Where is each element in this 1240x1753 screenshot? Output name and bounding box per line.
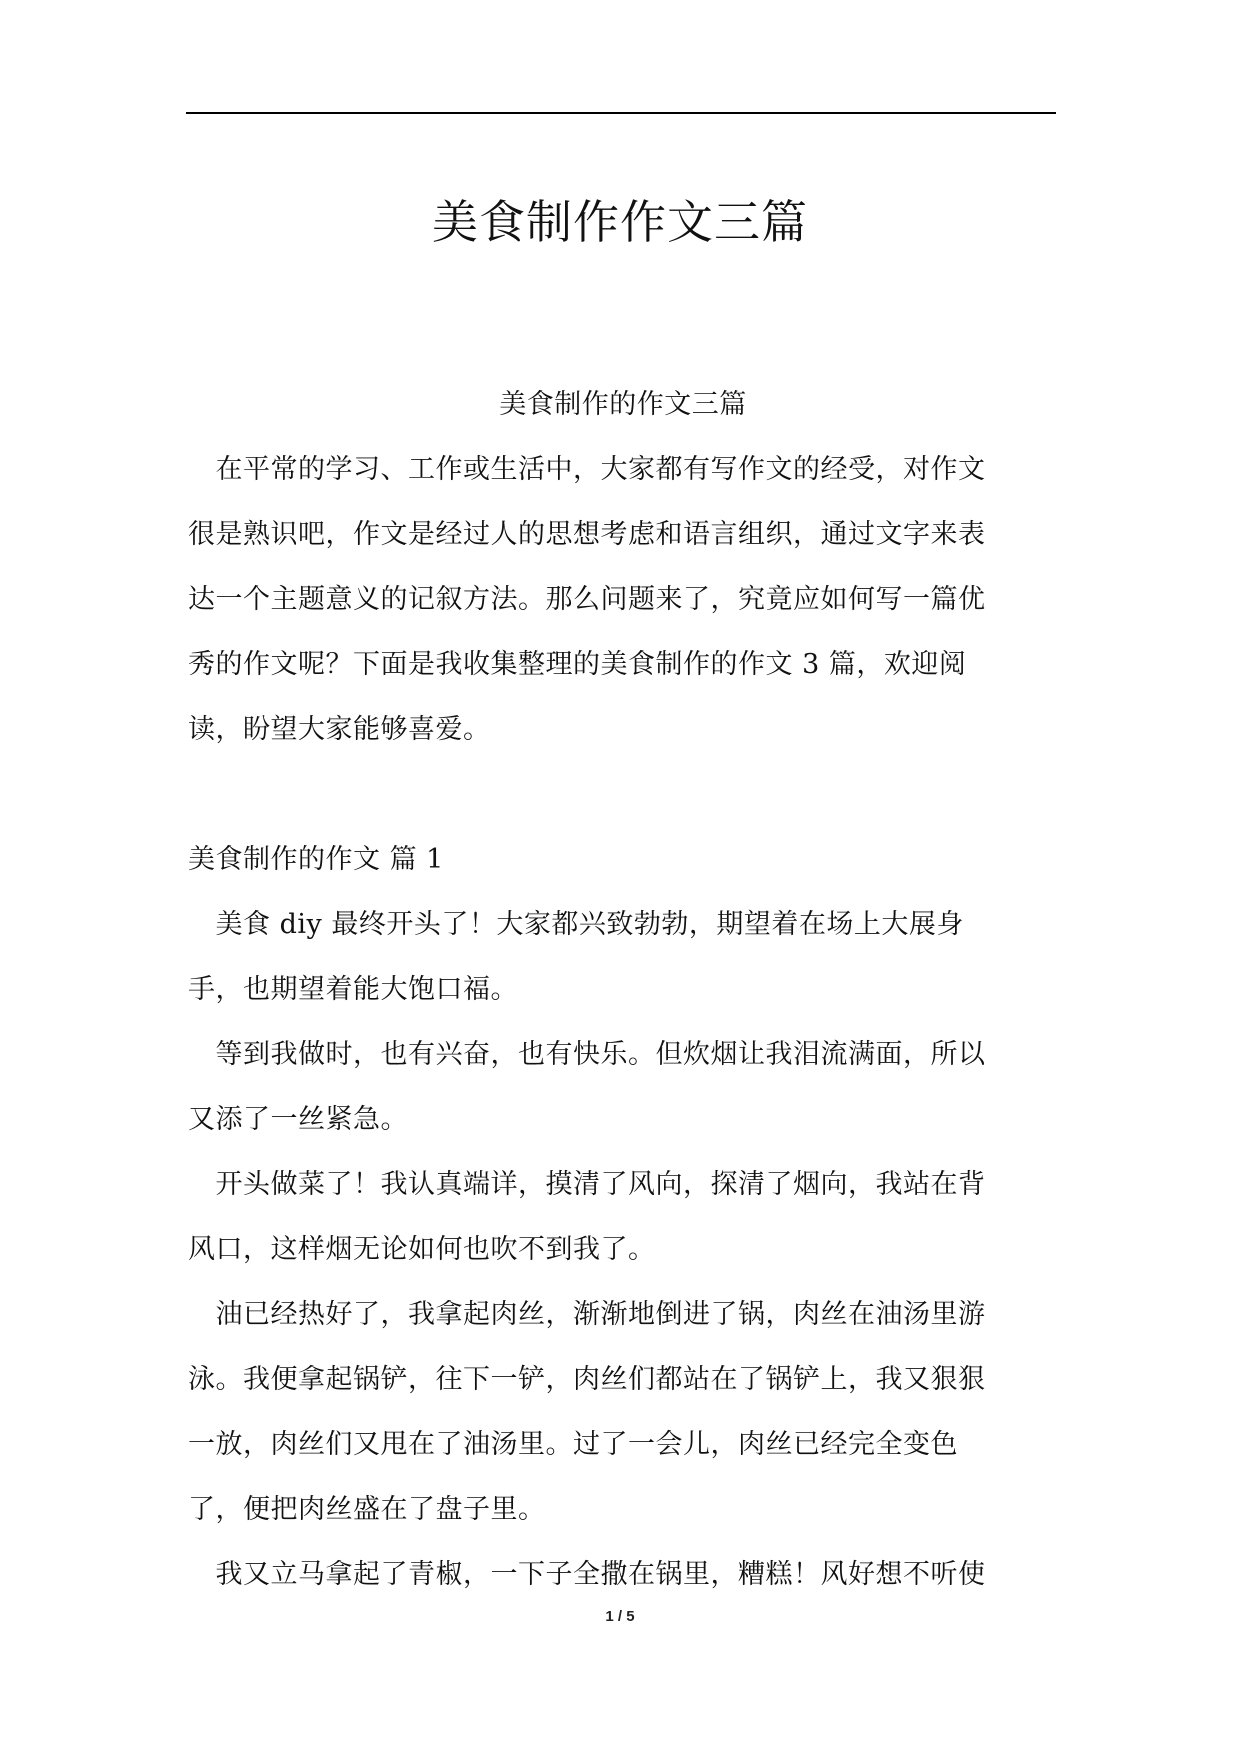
text-line: 美食 diy 最终开头了！大家都兴致勃勃，期望着在场上大展身 — [188, 909, 964, 940]
text-line: 读，盼望大家能够喜爱。 — [188, 714, 491, 745]
subtitle-line: 美食制作的作文三篇 — [499, 389, 747, 420]
page-number: 1 / 5 — [605, 1608, 635, 1625]
blank-line — [188, 762, 1058, 827]
document-title: 美食制作作文三篇 — [432, 195, 808, 249]
text-line: 秀的作文呢？下面是我收集整理的美食制作的作文 3 篇，欢迎阅 — [188, 649, 967, 680]
text-line: 我又立马拿起了青椒，一下子全撒在锅里，糟糕！风好想不听使 — [188, 1559, 986, 1590]
text-line: 在平常的学习、工作或生活中，大家都有写作文的经受，对作文 — [188, 454, 986, 485]
text-line: 很是熟识吧，作文是经过人的思想考虑和语言组织，通过文字来表 — [188, 519, 986, 550]
text-line: 了，便把肉丝盛在了盘子里。 — [188, 1494, 546, 1525]
text-line: 又添了一丝紧急。 — [188, 1104, 408, 1135]
text-line: 开头做菜了！我认真端详，摸清了风向，探清了烟向，我站在背 — [188, 1169, 986, 1200]
text-line: 等到我做时，也有兴奋，也有快乐。但炊烟让我泪流满面，所以 — [188, 1039, 986, 1070]
header-rule — [186, 112, 1056, 114]
text-line: 达一个主题意义的记叙方法。那么问题来了，究竟应如何写一篇优 — [188, 584, 986, 615]
text-line: 风口，这样烟无论如何也吹不到我了。 — [188, 1234, 656, 1265]
document-body — [188, 372, 1058, 1607]
text-line: 美食制作的作文 篇 1 — [188, 844, 444, 875]
text-line: 手，也期望着能大饱口福。 — [188, 974, 518, 1005]
text-line: 油已经热好了，我拿起肉丝，渐渐地倒进了锅，肉丝在油汤里游 — [188, 1299, 986, 1330]
text-line: 泳。我便拿起锅铲，往下一铲，肉丝们都站在了锅铲上，我又狠狠 — [188, 1364, 986, 1395]
text-line: 一放，肉丝们又甩在了油汤里。过了一会儿，肉丝已经完全变色 — [188, 1429, 958, 1460]
